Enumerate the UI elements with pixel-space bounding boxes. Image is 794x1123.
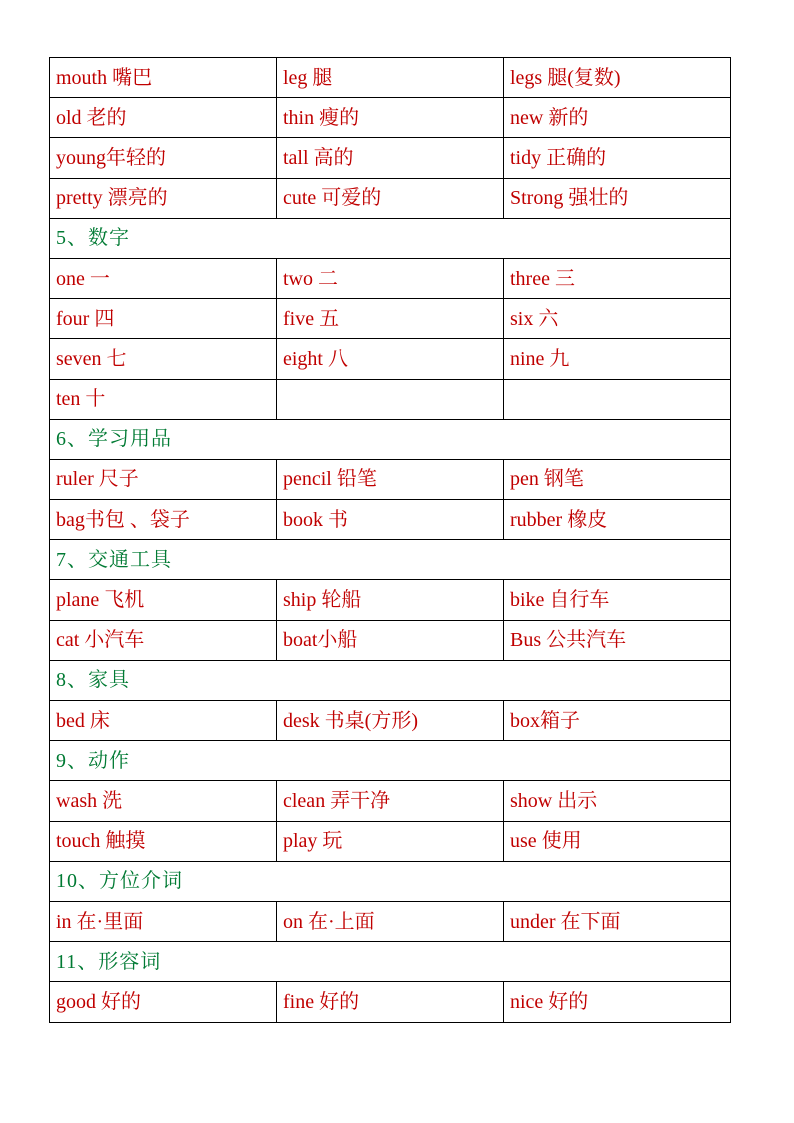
vocabulary-cell: legs 腿(复数) bbox=[504, 58, 731, 98]
vocabulary-cell: one 一 bbox=[50, 258, 277, 298]
vocabulary-cell: Bus 公共汽车 bbox=[504, 620, 731, 660]
vocabulary-cell: young年轻的 bbox=[50, 138, 277, 178]
vocabulary-cell: touch 触摸 bbox=[50, 821, 277, 861]
vocabulary-cell: bag书包 、袋子 bbox=[50, 500, 277, 540]
vocabulary-row bbox=[50, 821, 731, 861]
vocabulary-cell: three 三 bbox=[504, 258, 731, 298]
section-heading: 6、学习用品 bbox=[50, 419, 731, 459]
vocabulary-cell: tall 高的 bbox=[277, 138, 504, 178]
vocabulary-row bbox=[50, 299, 731, 339]
vocabulary-cell: under 在下面 bbox=[504, 901, 731, 941]
vocabulary-cell: in 在·里面 bbox=[50, 901, 277, 941]
vocabulary-cell: clean 弄干净 bbox=[277, 781, 504, 821]
vocabulary-table-body bbox=[50, 58, 731, 1023]
section-heading-row bbox=[50, 861, 731, 901]
vocabulary-row bbox=[50, 339, 731, 379]
section-heading: 7、交通工具 bbox=[50, 540, 731, 580]
section-heading: 10、方位介词 bbox=[50, 861, 731, 901]
vocabulary-cell: tidy 正确的 bbox=[504, 138, 731, 178]
section-heading: 11、形容词 bbox=[50, 942, 731, 982]
vocabulary-row bbox=[50, 98, 731, 138]
vocabulary-cell: play 玩 bbox=[277, 821, 504, 861]
vocabulary-row bbox=[50, 178, 731, 218]
section-heading: 9、动作 bbox=[50, 741, 731, 781]
vocabulary-row bbox=[50, 138, 731, 178]
vocabulary-row bbox=[50, 500, 731, 540]
vocabulary-cell: box箱子 bbox=[504, 701, 731, 741]
vocabulary-cell: seven 七 bbox=[50, 339, 277, 379]
vocabulary-cell: eight 八 bbox=[277, 339, 504, 379]
vocabulary-cell: pretty 漂亮的 bbox=[50, 178, 277, 218]
vocabulary-cell: cute 可爱的 bbox=[277, 178, 504, 218]
vocabulary-cell: ruler 尺子 bbox=[50, 459, 277, 499]
vocabulary-cell bbox=[504, 379, 731, 419]
vocabulary-cell: Strong 强壮的 bbox=[504, 178, 731, 218]
vocabulary-row bbox=[50, 58, 731, 98]
vocabulary-cell bbox=[277, 379, 504, 419]
section-heading-row bbox=[50, 419, 731, 459]
vocabulary-cell: wash 洗 bbox=[50, 781, 277, 821]
vocabulary-cell: six 六 bbox=[504, 299, 731, 339]
vocabulary-table bbox=[49, 57, 731, 1023]
vocabulary-cell: leg 腿 bbox=[277, 58, 504, 98]
vocabulary-row bbox=[50, 620, 731, 660]
vocabulary-cell: two 二 bbox=[277, 258, 504, 298]
vocabulary-cell: desk 书桌(方形) bbox=[277, 701, 504, 741]
vocabulary-row bbox=[50, 901, 731, 941]
vocabulary-cell: pencil 铅笔 bbox=[277, 459, 504, 499]
vocabulary-cell: thin 瘦的 bbox=[277, 98, 504, 138]
section-heading-row bbox=[50, 942, 731, 982]
vocabulary-cell: show 出示 bbox=[504, 781, 731, 821]
section-heading-row bbox=[50, 540, 731, 580]
vocabulary-cell: pen 钢笔 bbox=[504, 459, 731, 499]
vocabulary-cell: ship 轮船 bbox=[277, 580, 504, 620]
vocabulary-cell: nice 好的 bbox=[504, 982, 731, 1022]
vocabulary-row bbox=[50, 982, 731, 1022]
vocabulary-cell: boat小船 bbox=[277, 620, 504, 660]
vocabulary-cell: ten 十 bbox=[50, 379, 277, 419]
vocabulary-cell: cat 小汽车 bbox=[50, 620, 277, 660]
vocabulary-cell: new 新的 bbox=[504, 98, 731, 138]
vocabulary-row bbox=[50, 701, 731, 741]
vocabulary-cell: bike 自行车 bbox=[504, 580, 731, 620]
vocabulary-row bbox=[50, 781, 731, 821]
vocabulary-row bbox=[50, 258, 731, 298]
vocabulary-cell: on 在·上面 bbox=[277, 901, 504, 941]
section-heading: 5、数字 bbox=[50, 218, 731, 258]
vocabulary-cell: four 四 bbox=[50, 299, 277, 339]
vocabulary-cell: rubber 橡皮 bbox=[504, 500, 731, 540]
vocabulary-cell: bed 床 bbox=[50, 701, 277, 741]
vocabulary-cell: book 书 bbox=[277, 500, 504, 540]
vocabulary-cell: mouth 嘴巴 bbox=[50, 58, 277, 98]
vocabulary-cell: plane 飞机 bbox=[50, 580, 277, 620]
vocabulary-row bbox=[50, 379, 731, 419]
vocabulary-cell: use 使用 bbox=[504, 821, 731, 861]
vocabulary-cell: five 五 bbox=[277, 299, 504, 339]
section-heading-row bbox=[50, 660, 731, 700]
vocabulary-cell: nine 九 bbox=[504, 339, 731, 379]
vocabulary-row bbox=[50, 459, 731, 499]
section-heading-row bbox=[50, 218, 731, 258]
vocabulary-cell: fine 好的 bbox=[277, 982, 504, 1022]
vocabulary-cell: old 老的 bbox=[50, 98, 277, 138]
vocabulary-cell: good 好的 bbox=[50, 982, 277, 1022]
section-heading-row bbox=[50, 741, 731, 781]
section-heading: 8、家具 bbox=[50, 660, 731, 700]
vocabulary-row bbox=[50, 580, 731, 620]
